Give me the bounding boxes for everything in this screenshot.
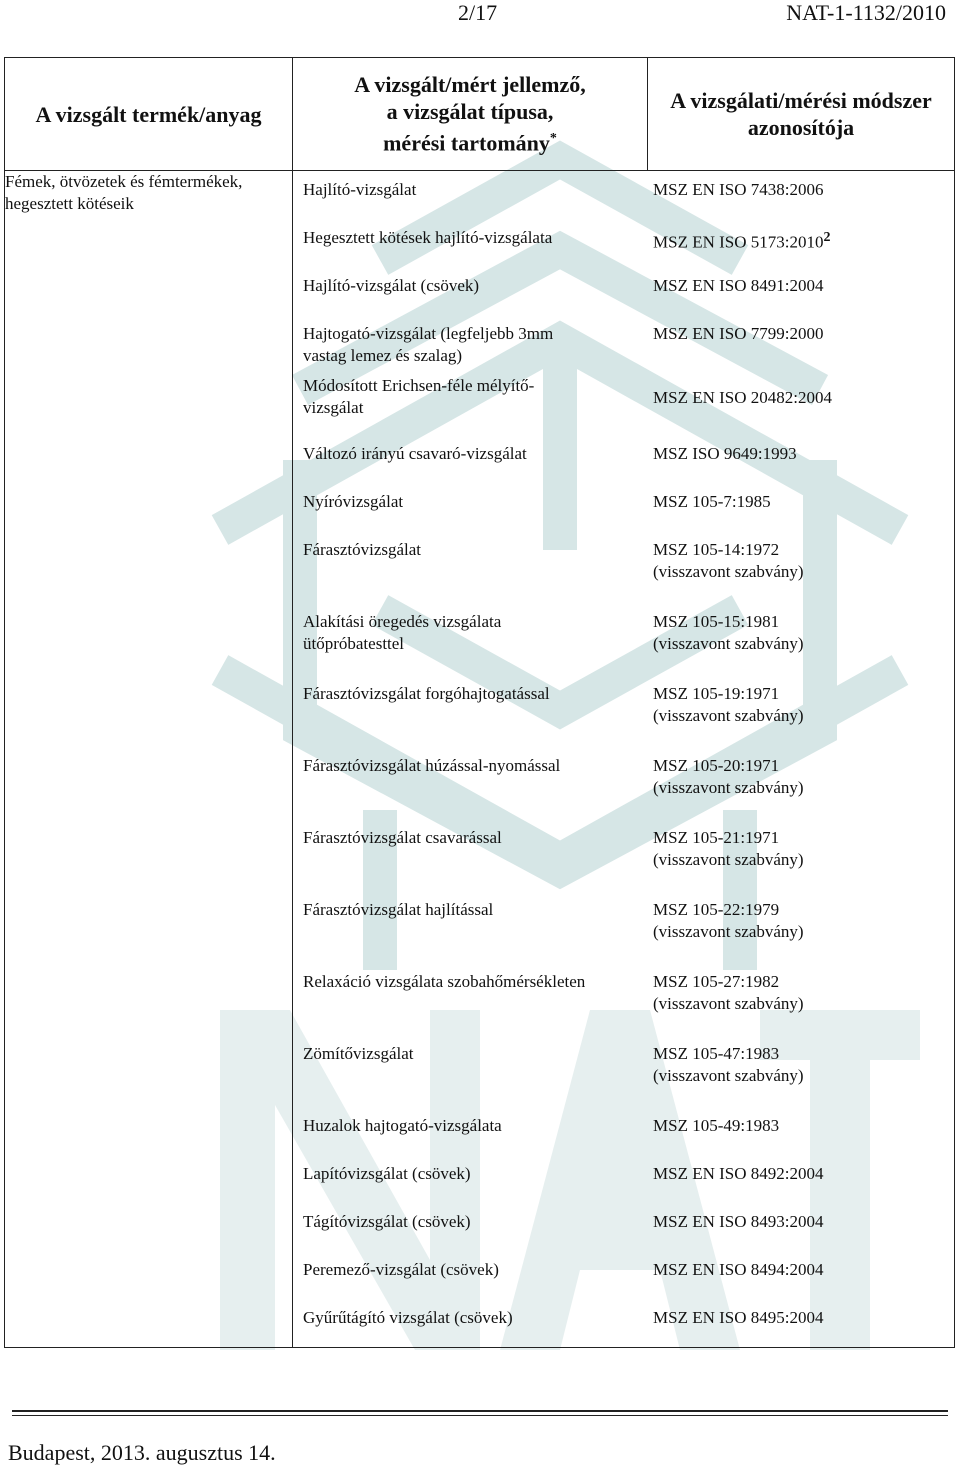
- standard-id: MSZ 105-22:1979 (visszavont szabvány): [653, 900, 804, 941]
- table-row: [293, 747, 954, 819]
- test-name: Fárasztóvizsgálat hajlítással: [303, 900, 494, 919]
- standard-id: MSZ 105-47:1983 (visszavont szabvány): [653, 1044, 804, 1085]
- table-row: [293, 603, 954, 675]
- test-name: Tágítóvizsgálat (csövek): [303, 1212, 471, 1231]
- table-row: [293, 1299, 954, 1347]
- standard-id: MSZ EN ISO 8495:2004: [653, 1308, 824, 1327]
- standard-id: MSZ ISO 9649:1993: [653, 444, 797, 463]
- header-method-id: A vizsgálati/mérési módszer azonosítója: [648, 58, 955, 171]
- test-name: Gyűrűtágító vizsgálat (csövek): [303, 1308, 513, 1327]
- test-name: Relaxáció vizsgálata szobahőmérsékleten: [303, 972, 586, 991]
- test-name: Változó irányú csavaró-vizsgálat: [303, 444, 527, 463]
- standard-id: MSZ EN ISO 7799:2000: [653, 324, 824, 343]
- standard-id: MSZ 105-49:1983: [653, 1116, 780, 1135]
- standard-id: MSZ EN ISO 8493:2004: [653, 1212, 824, 1231]
- test-name: Módosított Erichsen-féle mélyítő- vizsgálat: [303, 376, 535, 417]
- test-name: Nyíróvizsgálat: [303, 492, 404, 511]
- table-row: [293, 483, 954, 531]
- test-name: Huzalok hajtogató-vizsgálata: [303, 1116, 502, 1135]
- standard-id: MSZ EN ISO 5173:2010$^2$: [653, 230, 831, 252]
- test-name: Fárasztóvizsgálat: [303, 540, 422, 559]
- table-row: [293, 963, 954, 1035]
- test-name: Fárasztóvizsgálat csavarással: [303, 828, 502, 847]
- test-name: Alakítási öregedés vizsgálata ütőpróbatesttel: [303, 612, 502, 653]
- standard-id: MSZ EN ISO 8494:2004: [653, 1260, 824, 1279]
- standard-id: MSZ EN ISO 20482:2004: [653, 388, 832, 407]
- table-row: [293, 1155, 954, 1203]
- page-number: 2/17: [458, 0, 498, 25]
- table-row: [293, 819, 954, 891]
- standard-id: MSZ 105-27:1982 (visszavont szabvány): [653, 972, 804, 1013]
- footer-rule-thin: [12, 1415, 948, 1416]
- standard-id: MSZ 105-19:1971 (visszavont szabvány): [653, 684, 804, 725]
- standard-id: MSZ EN ISO 8491:2004: [653, 276, 824, 295]
- table-row: [293, 1035, 954, 1107]
- table-row: [293, 171, 954, 219]
- test-name: Hegesztett kötések hajlító-vizsgálata: [303, 228, 553, 247]
- table-row: [293, 435, 954, 483]
- test-rows: [293, 171, 954, 1347]
- tests-cell: [293, 171, 955, 1348]
- test-name: Fárasztóvizsgálat húzással-nyomással: [303, 756, 561, 775]
- footer-date: Budapest, 2013. augusztus 14.: [8, 1440, 276, 1465]
- test-name: Hajtogató-vizsgálat (legfeljebb 3mm vastag lemez és szalag): [303, 324, 554, 365]
- table-row: [293, 531, 954, 603]
- standard-id: MSZ 105-21:1971 (visszavont szabvány): [653, 828, 804, 869]
- accreditation-table: [4, 57, 955, 1348]
- standard-id: MSZ 105-15:1981 (visszavont szabvány): [653, 612, 804, 653]
- test-name: Hajlító-vizsgálat: [303, 180, 417, 199]
- table-row: [293, 219, 954, 267]
- table-row: [293, 315, 954, 363]
- table-row: [293, 1251, 954, 1299]
- table-row: [293, 1107, 954, 1155]
- footer-rule: [12, 1410, 948, 1412]
- test-name: Fárasztóvizsgálat forgóhajtogatással: [303, 684, 550, 703]
- header-product: A vizsgált termék/anyag: [5, 58, 293, 171]
- document-id: NAT-1-1132/2010: [786, 0, 946, 25]
- test-name: Peremező-vizsgálat (csövek): [303, 1260, 499, 1279]
- test-name: Lapítóvizsgálat (csövek): [303, 1164, 471, 1183]
- table-row: [293, 363, 954, 435]
- header-characteristic: A vizsgált/mért jellemző, a vizsgálat típusa, mérési tartomány*: [293, 58, 648, 171]
- standard-id: MSZ 105-20:1971 (visszavont szabvány): [653, 756, 804, 797]
- test-name: Zömítővizsgálat: [303, 1044, 414, 1063]
- standard-id: MSZ 105-7:1985: [653, 492, 771, 511]
- test-name: Hajlító-vizsgálat (csövek): [303, 276, 480, 295]
- table-row: [293, 891, 954, 963]
- table-row: [293, 1203, 954, 1251]
- standard-id: MSZ 105-14:1972 (visszavont szabvány): [653, 540, 804, 581]
- standard-id: MSZ EN ISO 7438:2006: [653, 180, 824, 199]
- standard-id: MSZ EN ISO 8492:2004: [653, 1164, 824, 1183]
- product-cell: Fémek, ötvözetek és fémtermékek, hegesztett kötéseik: [5, 171, 293, 1348]
- table-row: [293, 267, 954, 315]
- table-row: [293, 675, 954, 747]
